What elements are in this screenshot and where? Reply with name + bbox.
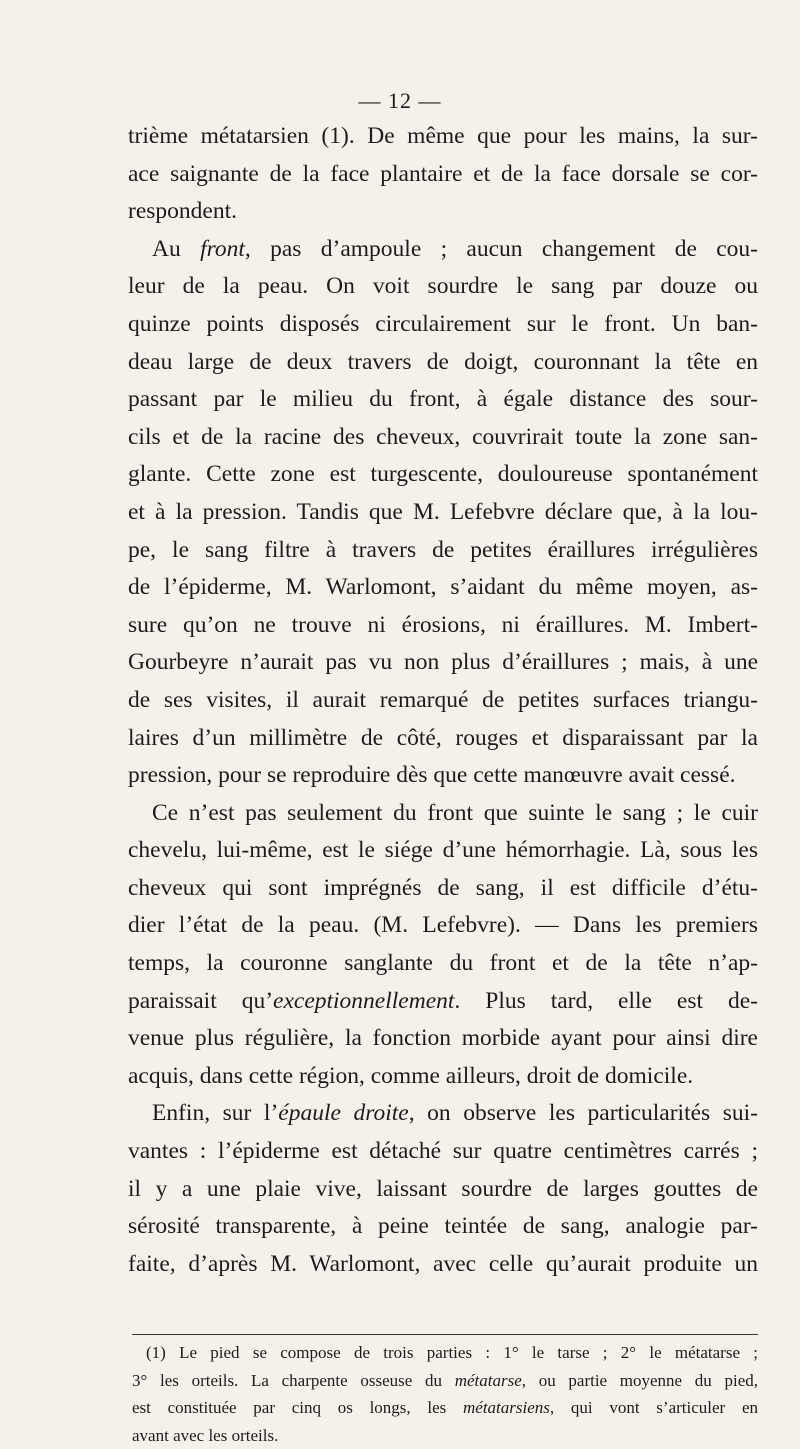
text-run: leur de la peau. On voit sourdre le sang par douze ou <box>128 273 758 299</box>
italic-run: exceptionnellement <box>273 988 454 1014</box>
text-run: dier l’état de la peau. (M. Lefebvre). — Dans les premiers <box>128 912 758 938</box>
text-line <box>128 532 758 570</box>
text-run: glante. Cette zone est turgescente, douloureuse spontanément <box>128 461 758 487</box>
text-run: venue plus régulière, la fonction morbide ayant pour ainsi dire <box>128 1025 758 1051</box>
text-run: deau large de deux travers de doigt, couronnant la tête en <box>128 349 758 375</box>
text-run: paraissait qu’ <box>128 988 273 1014</box>
text-run: 3° les orteils. La charpente osseuse du <box>132 1371 455 1390</box>
text-line <box>128 720 758 758</box>
text-run: , on observe les particularités sui- <box>409 1100 758 1126</box>
footnote-line <box>132 1339 758 1367</box>
text-line <box>128 419 758 457</box>
text-line <box>128 1095 758 1133</box>
text-run: faite, d’après M. Warlomont, avec celle qu’aurait produite un <box>128 1251 758 1277</box>
text-run: Au <box>152 236 200 262</box>
text-line <box>128 1020 758 1058</box>
text-run: sérosité transparente, à peine teintée de sang, analogie par- <box>128 1213 758 1239</box>
text-line <box>128 945 758 983</box>
text-line <box>128 231 758 269</box>
text-run: avant avec les orteils. <box>132 1426 278 1445</box>
page-number: — 12 — <box>0 88 800 114</box>
text-line <box>128 907 758 945</box>
text-run: pression, pour se reproduire dès que cette manœuvre avait cessé. <box>128 762 736 788</box>
text-run: laires d’un millimètre de côté, rouges et disparaissant par la <box>128 725 758 751</box>
italic-run: métatarse <box>455 1371 522 1390</box>
text-line <box>128 1133 758 1171</box>
text-run: , pas d’ampoule ; aucun changement de cou- <box>245 236 758 262</box>
text-run: temps, la couronne sanglante du front et de la tête n’ap- <box>128 950 758 976</box>
text-run: pe, le sang filtre à travers de petites éraillures irrégulières <box>128 537 758 563</box>
text-run: , ou partie moyenne du pied, <box>522 1371 758 1390</box>
text-line <box>128 494 758 532</box>
text-run: Gourbeyre n’aurait pas vu non plus d’éraillures ; mais, à une <box>128 649 758 675</box>
footnote <box>132 1334 758 1449</box>
text-run: sure qu’on ne trouve ni érosions, ni éraillures. M. Imbert- <box>128 612 758 638</box>
italic-run: front <box>200 236 245 262</box>
text-run: et à la pression. Tandis que M. Lefebvre déclare que, à la lou- <box>128 499 758 525</box>
text-line <box>128 306 758 344</box>
text-run: Enfin, sur l’ <box>152 1100 278 1126</box>
text-line <box>128 344 758 382</box>
text-line <box>128 1246 758 1284</box>
text-line <box>128 1058 758 1096</box>
italic-run: épaule droite <box>278 1100 408 1126</box>
text-run: cils et de la racine des cheveux, couvrirait toute la zone san- <box>128 424 758 450</box>
text-line <box>128 1208 758 1246</box>
footnote-line <box>132 1422 758 1449</box>
text-run: (1) Le pied se compose de trois parties : 1° le tarse ; 2° le métatarse ; <box>146 1343 758 1362</box>
text-line <box>128 156 758 194</box>
text-run: Ce n’est pas seulement du front que suinte le sang ; le cuir <box>152 800 758 826</box>
text-line <box>128 268 758 306</box>
text-run: il y a une plaie vive, laissant sourdre de larges gouttes de <box>128 1176 758 1202</box>
text-line <box>128 870 758 908</box>
text-run: de ses visites, il aurait remarqué de petites surfaces triangu- <box>128 687 758 713</box>
text-line <box>128 832 758 870</box>
text-line <box>128 193 758 231</box>
text-run: quinze points disposés circulairement sur le front. Un ban- <box>128 311 758 337</box>
italic-run: métatarsiens <box>463 1398 550 1417</box>
text-run: passant par le milieu du front, à égale distance des sour- <box>128 386 758 412</box>
text-run: vantes : l’épiderme est détaché sur quatre centimètres carrés ; <box>128 1138 758 1164</box>
text-line <box>128 118 758 156</box>
text-line <box>128 644 758 682</box>
text-line <box>128 757 758 795</box>
footnote-line <box>132 1367 758 1395</box>
text-line <box>128 569 758 607</box>
text-run: chevelu, lui-même, est le siége d’une hémorrhagie. Là, sous les <box>128 837 758 863</box>
text-run: est constituée par cinq os longs, les <box>132 1398 463 1417</box>
text-line <box>128 1171 758 1209</box>
text-run: ace saignante de la face plantaire et de la face dorsale se cor- <box>128 161 758 187</box>
text-line <box>128 607 758 645</box>
text-run: trième métatarsien (1). De même que pour les mains, la sur- <box>128 123 758 149</box>
text-run: respondent. <box>128 198 237 224</box>
text-run: cheveux qui sont imprégnés de sang, il est difficile d’étu- <box>128 875 758 901</box>
text-line <box>128 381 758 419</box>
text-line <box>128 682 758 720</box>
text-run: . Plus tard, elle est de- <box>454 988 758 1014</box>
body-text <box>128 118 758 1283</box>
text-run: , qui vont s’articuler en <box>550 1398 758 1417</box>
text-run: de l’épiderme, M. Warlomont, s’aidant du même moyen, as- <box>128 574 758 600</box>
text-line <box>128 456 758 494</box>
footnote-line <box>132 1394 758 1422</box>
text-run: acquis, dans cette région, comme ailleurs, droit de domicile. <box>128 1063 693 1089</box>
text-line <box>128 983 758 1021</box>
text-line <box>128 795 758 833</box>
